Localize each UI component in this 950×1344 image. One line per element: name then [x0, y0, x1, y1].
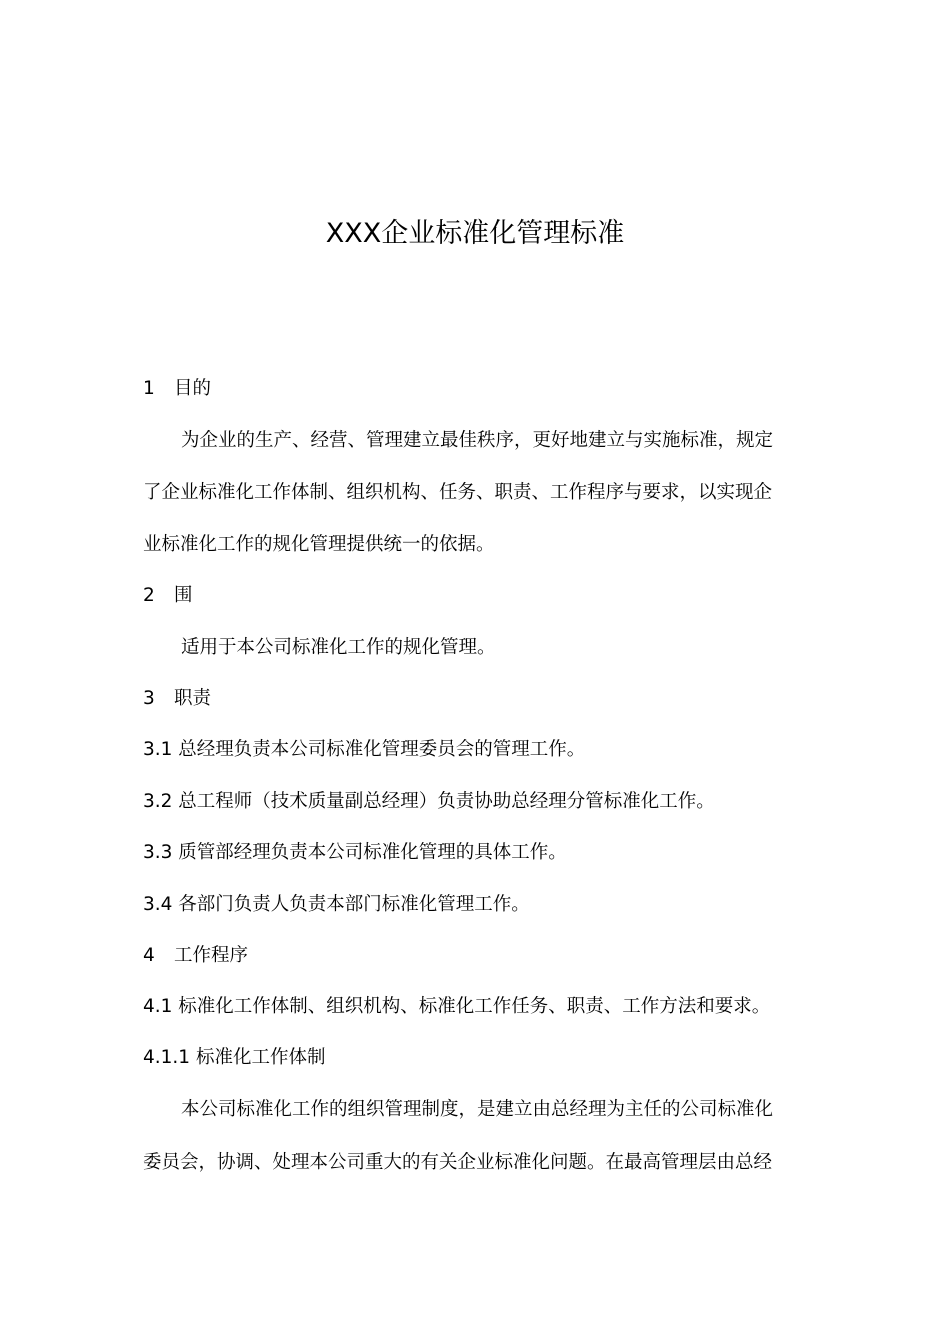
subclause-heading: 4.1.1 标准化工作体制 [143, 1047, 326, 1068]
section-heading-3 [143, 684, 813, 714]
section-number: 1 [143, 378, 155, 399]
clause-item: 3.4 各部门负责人负责本部门标准化管理工作。 [143, 894, 530, 915]
paragraph-line: 本公司标准化工作的组织管理制度，是建立由总经理为主任的公司标准化 [181, 1099, 774, 1120]
paragraph-line: 委员会，协调、处理本公司重大的有关企业标准化问题。在最高管理层由总经 [143, 1152, 773, 1173]
paragraph-line: 为企业的生产、经营、管理建立最佳秩序，更好地建立与实施标准，规定 [181, 430, 774, 451]
section-title: 目的 [174, 378, 212, 399]
clause-item: 3.1 总经理负责本公司标准化管理委员会的管理工作。 [143, 739, 586, 760]
document-title: XXX企业标准化管理标准 [325, 218, 625, 249]
section-heading-1 [143, 374, 813, 404]
section-heading-4 [143, 941, 813, 971]
section-heading-2 [143, 581, 813, 611]
paragraph-line: 适用于本公司标准化工作的规化管理。 [181, 637, 496, 658]
section-title: 职责 [174, 688, 212, 709]
clause-item: 4.1 标准化工作体制、组织机构、标准化工作任务、职责、工作方法和要求。 [143, 996, 771, 1017]
section-title: 工作程序 [174, 945, 249, 966]
paragraph-line: 业标准化工作的规化管理提供统一的依据。 [143, 534, 495, 555]
paragraph-line: 了企业标准化工作体制、组织机构、任务、职责、工作程序与要求，以实现企 [143, 482, 773, 503]
section-number: 2 [143, 585, 155, 606]
section-number: 4 [143, 945, 155, 966]
section-title: 围 [174, 585, 193, 606]
section-number: 3 [143, 688, 155, 709]
clause-item: 3.3 质管部经理负责本公司标准化管理的具体工作。 [143, 842, 567, 863]
clause-item: 3.2 总工程师（技术质量副总经理）负责协助总经理分管标准化工作。 [143, 791, 715, 812]
